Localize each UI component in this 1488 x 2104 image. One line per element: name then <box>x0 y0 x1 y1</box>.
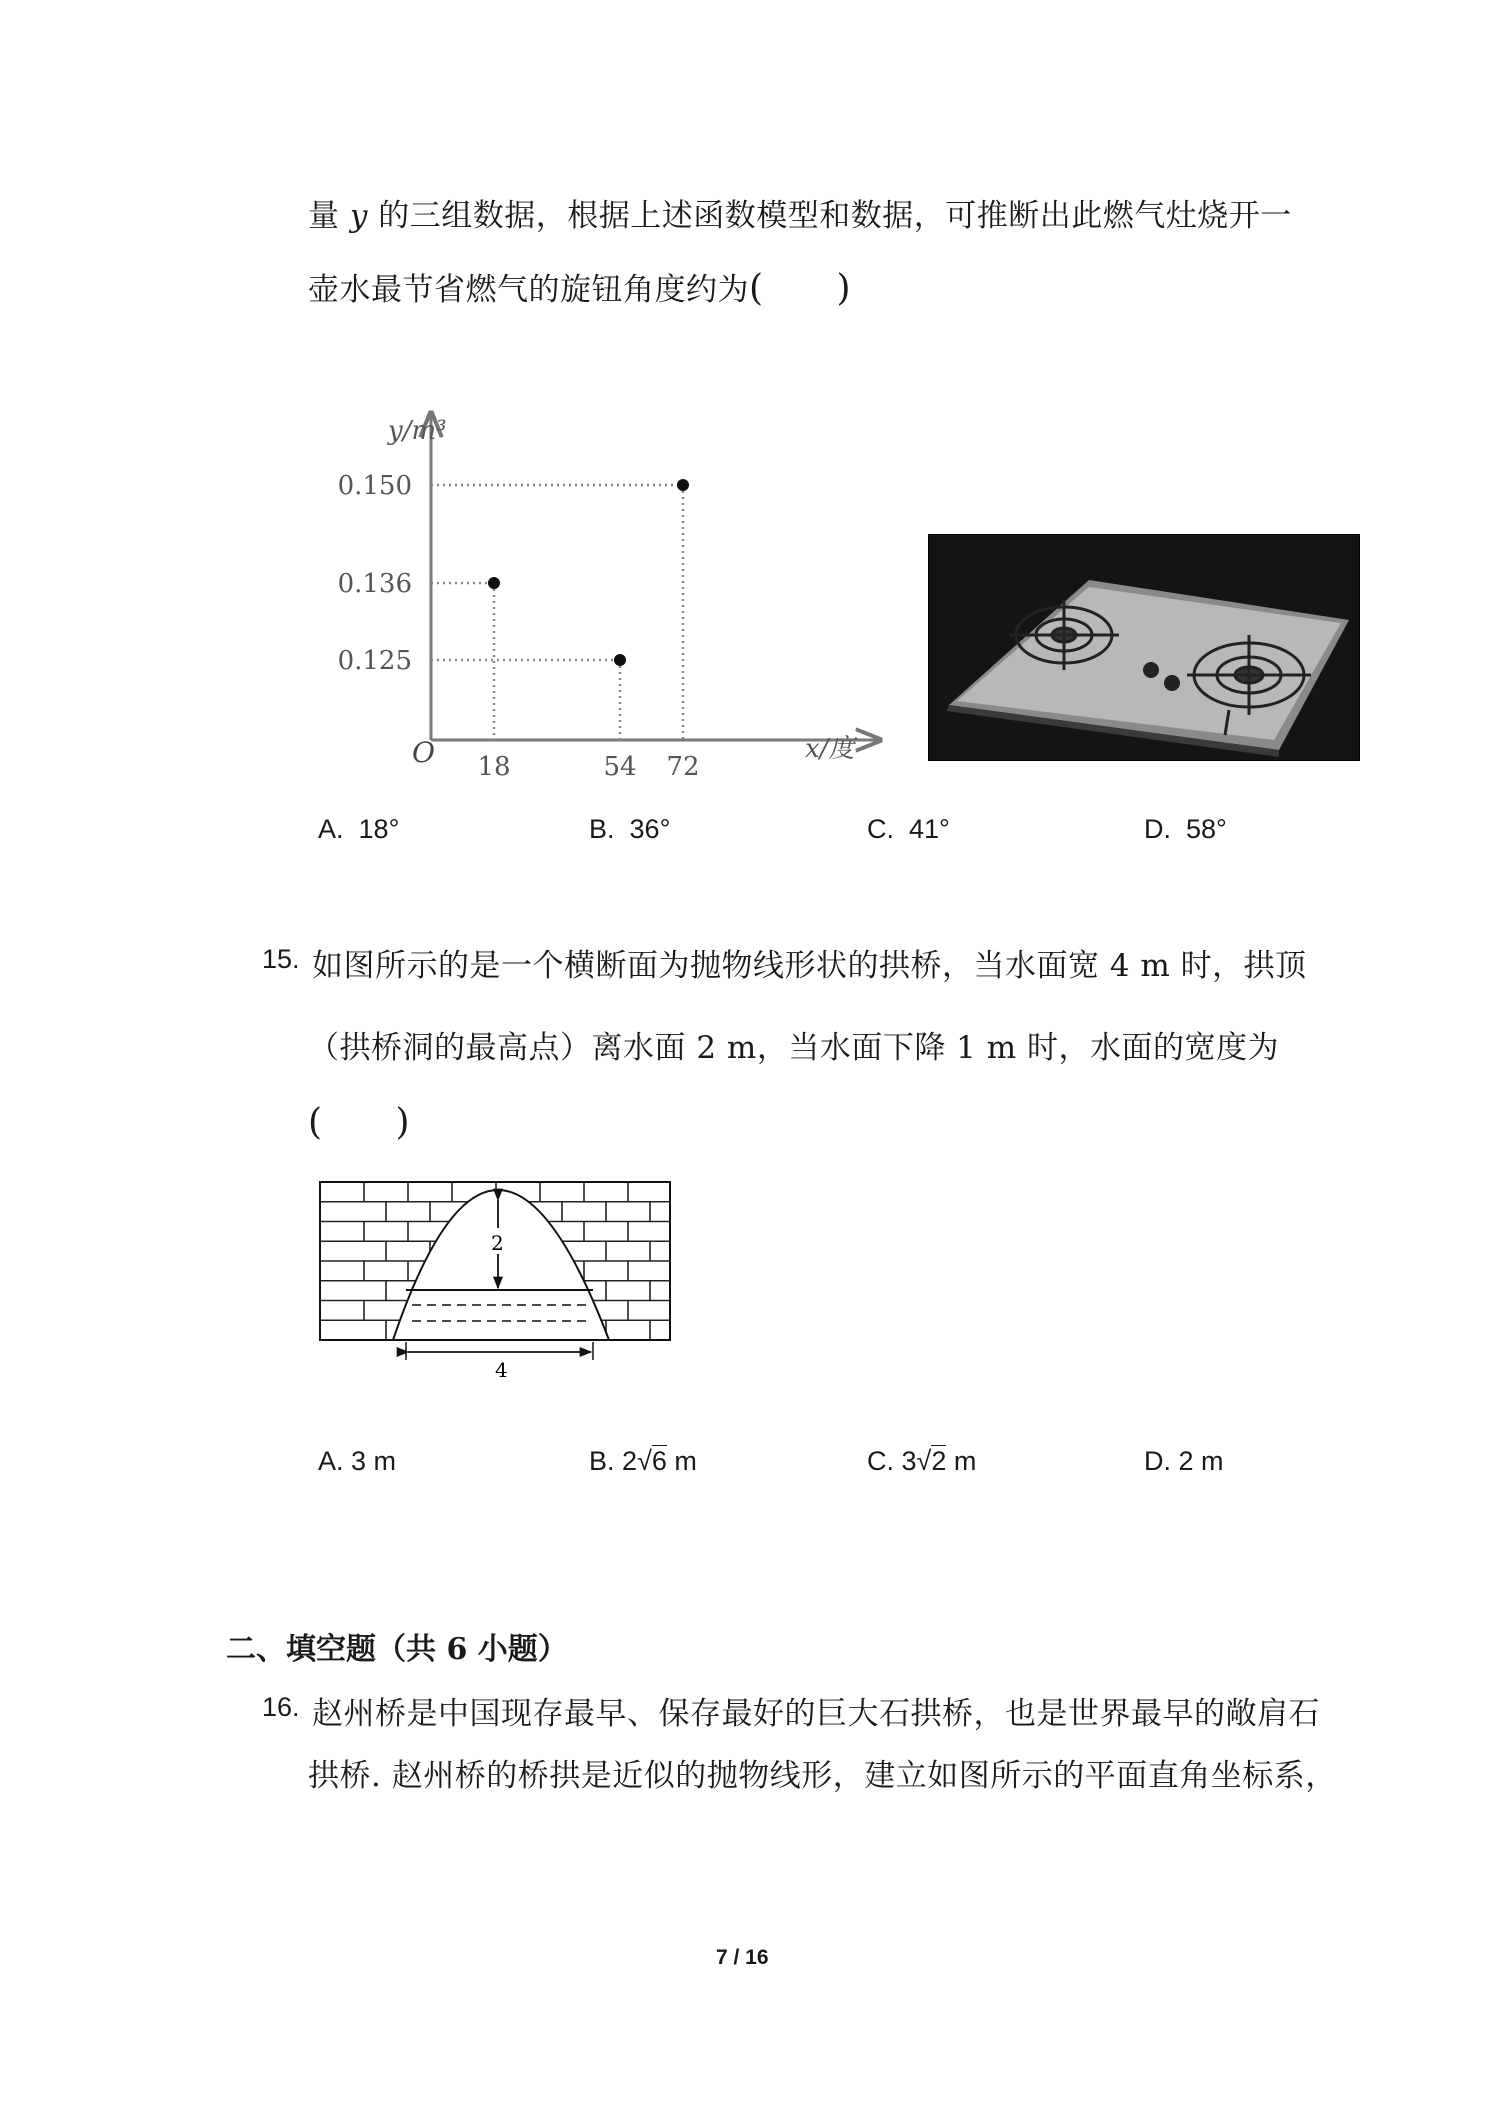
y-tick-label: 0.136 <box>337 569 412 599</box>
q15-option-d[interactable]: D. 2 m <box>1144 1446 1224 1476</box>
q14-option-c[interactable]: C. 41° <box>867 814 950 844</box>
data-point <box>677 479 689 491</box>
origin-label: O <box>412 736 435 769</box>
x-tick-label: 72 <box>666 752 700 782</box>
x-tick-label: 54 <box>603 752 637 782</box>
q16-number: 16. <box>262 1692 300 1722</box>
q15-answer-blank: ( ) <box>308 1102 411 1143</box>
data-point <box>488 577 500 589</box>
q16-line-1: 赵州桥是中国现存最早、保存最好的巨大石拱桥，也是世界最早的敞肩石 <box>312 1696 1320 1732</box>
q15-option-a[interactable]: A. 3 m <box>318 1446 397 1476</box>
q16-line-2: 拱桥. 赵州桥的桥拱是近似的抛物线形，建立如图所示的平面直角坐标系， <box>308 1758 1337 1794</box>
variable-y: y <box>349 198 368 234</box>
gas-usage-chart <box>300 395 900 785</box>
q15-line-2: （拱桥洞的最高点）离水面 2 m，当水面下降 1 m 时，水面的宽度为 <box>308 1030 1280 1066</box>
height-label: 2 <box>491 1231 504 1255</box>
y-axis-label: y/m³ <box>388 416 447 446</box>
arch-bridge-figure <box>318 1180 673 1380</box>
q15-number: 15. <box>262 944 300 974</box>
q14-option-d[interactable]: D. 58° <box>1144 814 1227 844</box>
x-axis-label: x/度 <box>805 734 855 764</box>
x-tick-label: 18 <box>477 752 511 782</box>
q14-line-2: 壶水最节省燃气的旋钮角度约为( ) <box>308 268 852 309</box>
section-heading: 二、填空题（共 6 小题） <box>226 1632 568 1667</box>
q15-option-b[interactable]: B. 2√6 m <box>589 1446 697 1476</box>
data-point <box>614 654 626 666</box>
q14-line-1: 量 y 的三组数据，根据上述函数模型和数据，可推断出此燃气灶烧开一 <box>308 198 1292 234</box>
gas-stove-photo <box>928 534 1360 761</box>
width-label: 4 <box>495 1358 508 1380</box>
answer-blank: ( ) <box>749 268 852 309</box>
q14-option-b[interactable]: B. 36° <box>589 814 671 844</box>
gas-stove-icon <box>929 535 1359 760</box>
q15-option-c[interactable]: C. 3√2 m <box>867 1446 977 1476</box>
q15-line-1: 如图所示的是一个横断面为抛物线形状的拱桥，当水面宽 4 m 时，拱顶 <box>312 948 1307 984</box>
page-number: 7 / 16 <box>716 1946 769 1969</box>
q14-option-a[interactable]: A. 18° <box>318 814 400 844</box>
y-tick-label: 0.125 <box>337 646 412 676</box>
y-tick-label: 0.150 <box>337 471 412 501</box>
